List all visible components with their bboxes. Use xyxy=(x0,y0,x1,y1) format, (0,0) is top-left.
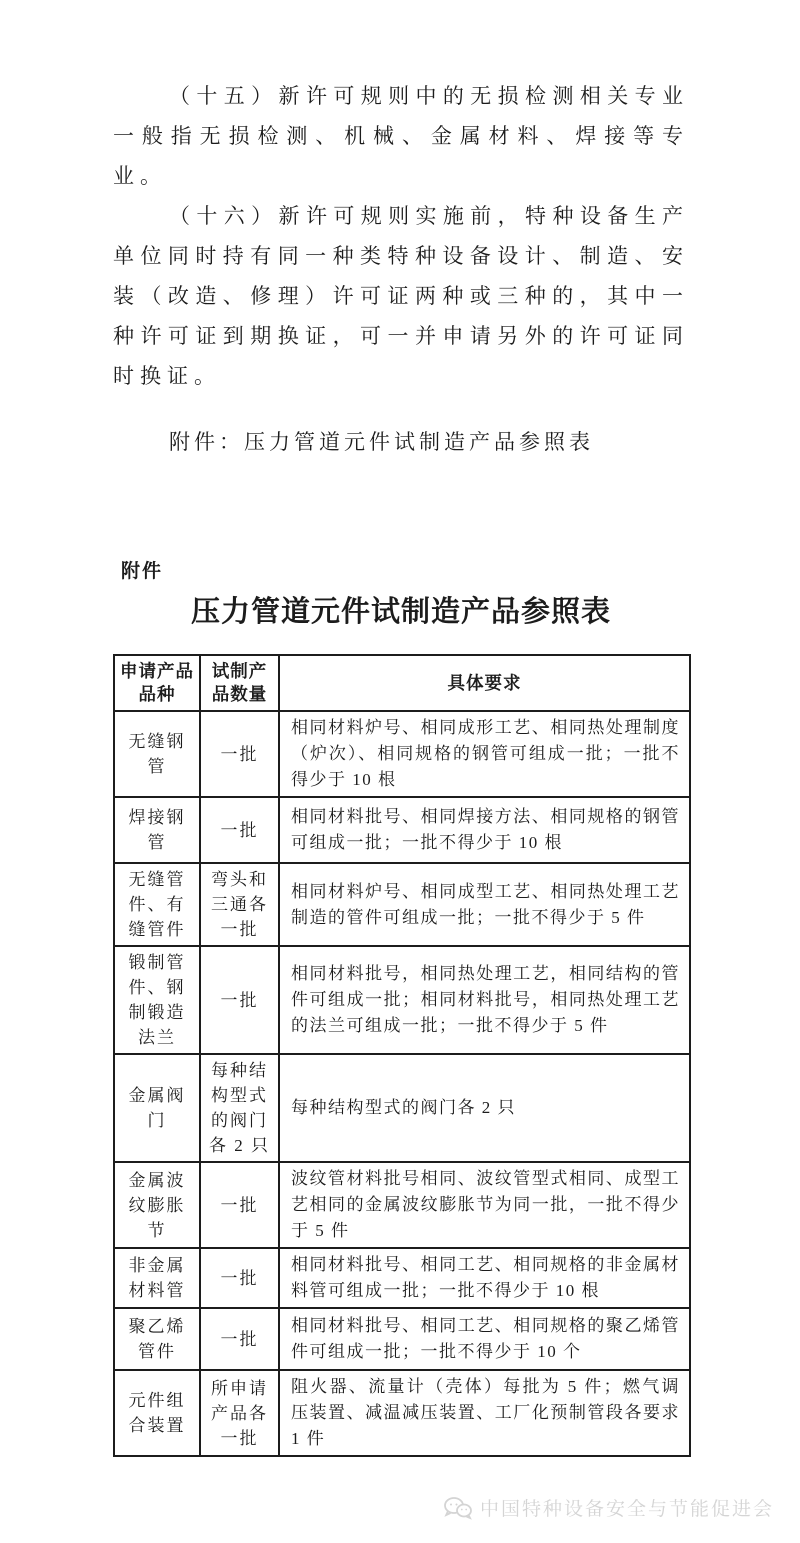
product-type-cell: 锻制管件、钢制锻造法兰 xyxy=(114,946,200,1054)
requirement-cell: 相同材料批号，相同热处理工艺，相同结构的管件可组成一批；相同材料批号，相同热处理工艺的法兰可组成一批；一批不得少于 5 件 xyxy=(279,946,690,1054)
document-body xyxy=(113,76,689,462)
product-type-cell: 无缝钢管 xyxy=(114,711,200,797)
table-body xyxy=(114,711,690,1456)
attachment-reference: 附件：压力管道元件试制造产品参照表 xyxy=(169,430,594,454)
requirement-cell: 相同材料批号、相同焊接方法、相同规格的钢管可组成一批；一批不得少于 10 根 xyxy=(279,797,690,863)
requirement-cell: 相同材料炉号、相同成形工艺、相同热处理制度（炉次）、相同规格的钢管可组成一批；一批不得少于 10 根 xyxy=(279,711,690,797)
table-row xyxy=(114,1162,690,1248)
table-row xyxy=(114,1054,690,1162)
product-type-cell: 非金属材料管 xyxy=(114,1248,200,1308)
col-header-trial-quantity: 试制产品数量 xyxy=(200,655,279,711)
trial-quantity-cell: 所申请产品各一批 xyxy=(200,1370,279,1456)
table-row xyxy=(114,1370,690,1456)
product-type-cell: 元件组合装置 xyxy=(114,1370,200,1456)
product-type-cell: 无缝管件、有缝管件 xyxy=(114,863,200,946)
trial-quantity-cell: 一批 xyxy=(200,1308,279,1370)
trial-quantity-cell: 一批 xyxy=(200,1248,279,1308)
trial-quantity-cell: 一批 xyxy=(200,1162,279,1248)
trial-quantity-cell: 每种结构型式的阀门各 2 只 xyxy=(200,1054,279,1162)
trial-quantity-cell: 一批 xyxy=(200,711,279,797)
trial-quantity-cell: 一批 xyxy=(200,946,279,1054)
table-row xyxy=(114,946,690,1054)
footer-text: 中国特种设备安全与节能促进会 xyxy=(479,1499,774,1520)
table-row xyxy=(114,797,690,863)
paragraph-15: （十五）新许可规则中的无损检测相关专业一般指无损检测、机械、金属材料、焊接等专业。 xyxy=(113,84,689,188)
product-type-cell: 金属波纹膨胀节 xyxy=(114,1162,200,1248)
table-title: 压力管道元件试制造产品参照表 xyxy=(190,596,611,628)
footer-watermark xyxy=(443,1494,774,1521)
attachment-label: 附件 xyxy=(121,561,164,582)
product-type-cell: 焊接钢管 xyxy=(114,797,200,863)
product-type-cell: 聚乙烯管件 xyxy=(114,1308,200,1370)
requirement-cell: 相同材料批号、相同工艺、相同规格的聚乙烯管件可组成一批；一批不得少于 10 个 xyxy=(279,1308,690,1370)
col-header-product-type: 申请产品品种 xyxy=(114,655,200,711)
requirement-cell: 相同材料炉号、相同成型工艺、相同热处理工艺制造的管件可组成一批；一批不得少于 5 件 xyxy=(279,863,690,946)
requirement-cell: 相同材料批号、相同工艺、相同规格的非金属材料管可组成一批；一批不得少于 10 根 xyxy=(279,1248,690,1308)
table-row xyxy=(114,863,690,946)
requirement-cell: 阻火器、流量计（壳体）每批为 5 件；燃气调压装置、减温减压装置、工厂化预制管段各要求 1 件 xyxy=(279,1370,690,1456)
trial-quantity-cell: 弯头和三通各一批 xyxy=(200,863,279,946)
col-header-specific-requirements: 具体要求 xyxy=(279,655,690,711)
paragraph-16: （十六）新许可规则实施前，特种设备生产单位同时持有同一种类特种设备设计、制造、安装（改造、修理）许可证两种或三种的，其中一种许可证到期换证，可一并申请另外的许可证同时换证。 xyxy=(113,204,689,388)
attachment-section xyxy=(113,556,689,1457)
reference-table xyxy=(113,654,691,1457)
product-type-cell: 金属阀门 xyxy=(114,1054,200,1162)
table-row xyxy=(114,1308,690,1370)
table-row xyxy=(114,1248,690,1308)
wechat-icon xyxy=(443,1496,473,1520)
table-row xyxy=(114,711,690,797)
trial-quantity-cell: 一批 xyxy=(200,797,279,863)
requirement-cell: 波纹管材料批号相同、波纹管型式相同、成型工艺相同的金属波纹膨胀节为同一批，一批不得少于 5 件 xyxy=(279,1162,690,1248)
table-header-row xyxy=(114,655,690,711)
requirement-cell: 每种结构型式的阀门各 2 只 xyxy=(279,1054,690,1162)
